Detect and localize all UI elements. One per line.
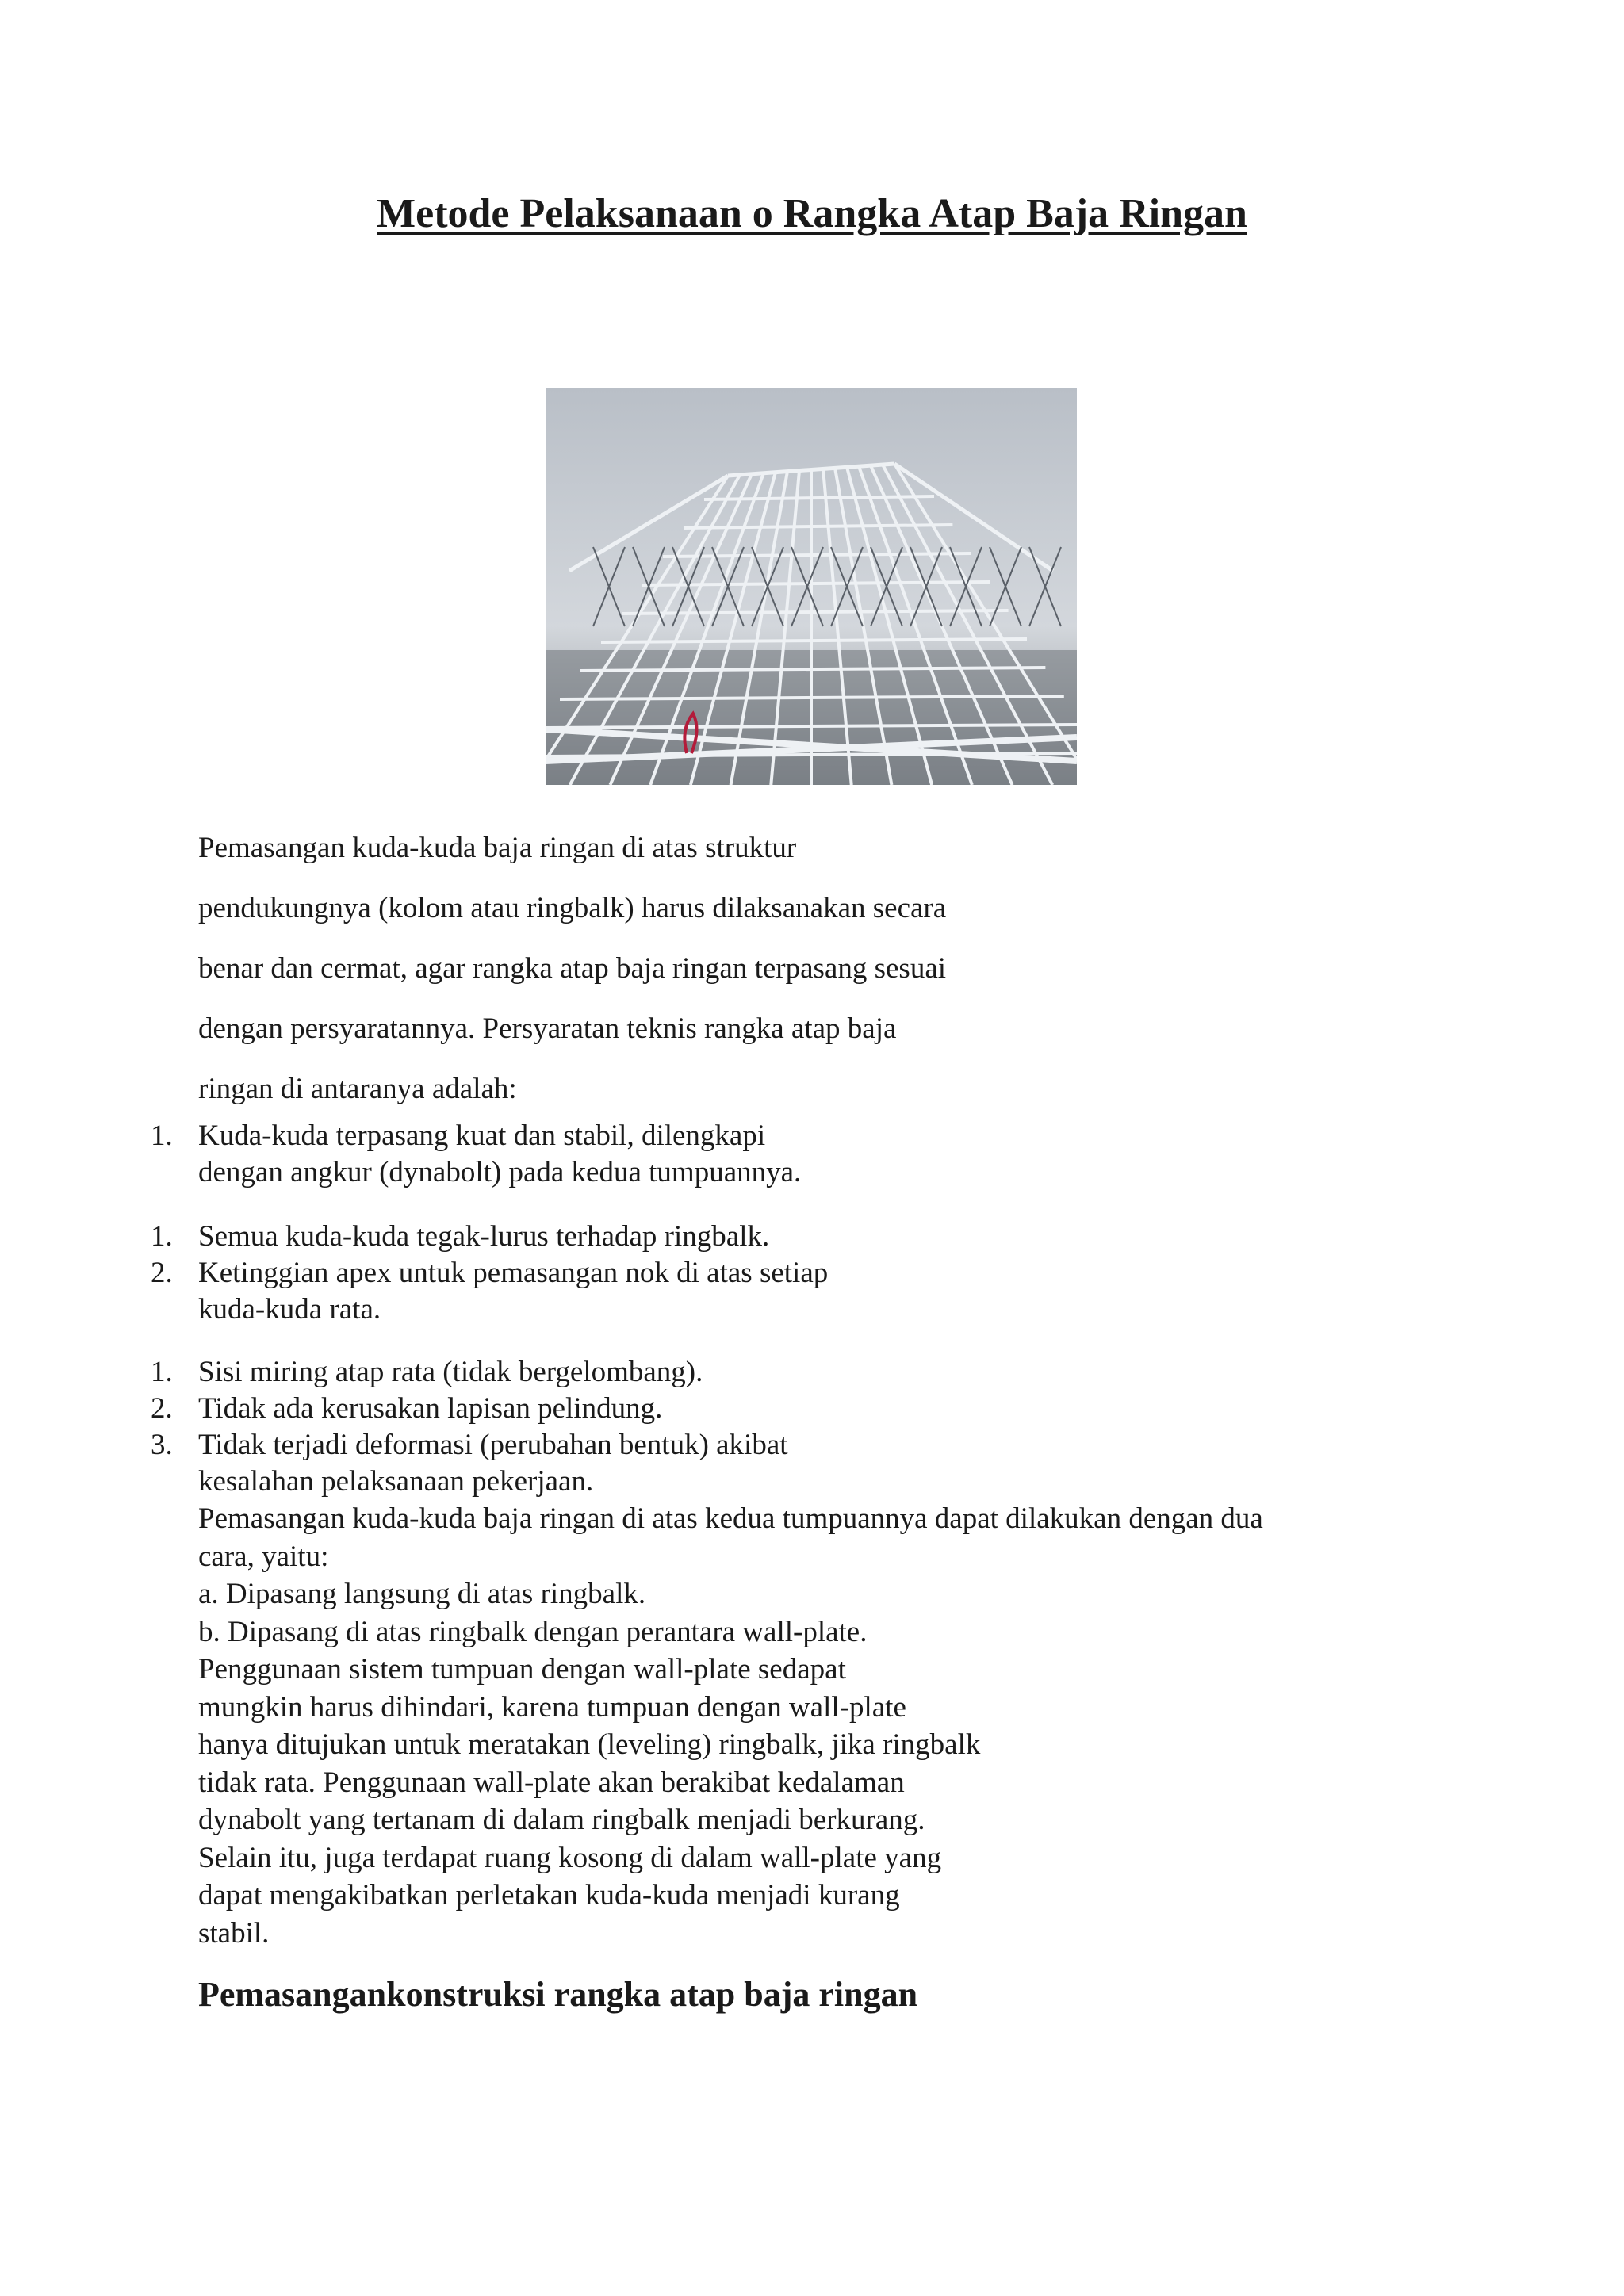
page-title: Metode Pelaksanaan o Rangka Atap Baja Ringan [377,191,1247,236]
list-item [0,1354,1624,1391]
steel-roof-truss-image [546,388,1077,785]
list-text: Semua kuda-kuda tegak-lurus terhadap ringbalk. [198,1220,770,1253]
installation-paragraph [198,1500,1435,1952]
list-item [0,1118,1624,1191]
intro-paragraph [198,818,1150,1119]
body-line: cara, yaitu: [198,1540,329,1573]
roof-truss-photo [546,388,1077,785]
list-number: 1. [151,1119,173,1152]
body-line: dynabolt yang tertanam di dalam ringbalk menjadi berkurang. [198,1804,925,1836]
list-text: Tidak terjadi deformasi (perubahan bentuk) akibat [198,1429,788,1461]
list-item [0,1219,1624,1255]
list-text-continued: kuda-kuda rata. [198,1293,381,1326]
body-line: tidak rata. Penggunaan wall-plate akan berakibat kedalaman [198,1766,905,1799]
list-number: 2. [151,1257,173,1289]
list-text: Kuda-kuda terpasang kuat dan stabil, dilengkapi [198,1119,766,1152]
list-item [0,1391,1624,1427]
intro-line: benar dan cermat, agar rangka atap baja ringan terpasang sesuai [198,952,947,985]
body-line: Penggunaan sistem tumpuan dengan wall-plate sedapat [198,1653,846,1686]
body-line: Selain itu, juga terdapat ruang kosong di dalam wall-plate yang [198,1841,942,1874]
list-item [0,1427,1624,1500]
intro-line: dengan persyaratannya. Persyaratan teknis rangka atap baja [198,1012,897,1045]
list-text-continued: dengan angkur (dynabolt) pada kedua tumpuannya. [198,1156,802,1188]
section-heading: Pemasangankonstruksi rangka atap baja ringan [198,1975,918,2014]
list-item [0,1255,1624,1328]
list-number: 2. [151,1392,173,1425]
list-text-continued: kesalahan pelaksanaan pekerjaan. [198,1465,594,1498]
requirements-list-3 [0,1354,1624,1500]
list-text: Tidak ada kerusakan lapisan pelindung. [198,1392,663,1425]
intro-line: Pemasangan kuda-kuda baja ringan di atas struktur [198,832,797,864]
body-line: a. Dipasang langsung di atas ringbalk. [198,1578,646,1610]
body-line: stabil. [198,1916,270,1950]
body-line: dapat mengakibatkan perletakan kuda-kuda menjadi kurang [198,1879,900,1911]
body-line: Pemasangan kuda-kuda baja ringan di atas kedua tumpuannya dapat dilakukan dengan dua [198,1502,1263,1535]
intro-line: ringan di antaranya adalah: [198,1073,517,1105]
list-number: 1. [151,1220,173,1253]
intro-line: pendukungnya (kolom atau ringbalk) harus dilaksanakan secara [198,892,947,924]
body-line: b. Dipasang di atas ringbalk dengan perantara wall-plate. [198,1615,868,1648]
body-line: hanya ditujukan untuk meratakan (leveling) ringbalk, jika ringbalk [198,1728,981,1761]
requirements-list-1 [0,1118,1624,1191]
list-text: Sisi miring atap rata (tidak bergelombang). [198,1356,703,1388]
list-number: 1. [151,1356,173,1388]
list-number: 3. [151,1429,173,1461]
body-line: mungkin harus dihindari, karena tumpuan dengan wall-plate [198,1690,906,1724]
requirements-list-2 [0,1219,1624,1328]
list-text: Ketinggian apex untuk pemasangan nok di atas setiap [198,1257,829,1289]
